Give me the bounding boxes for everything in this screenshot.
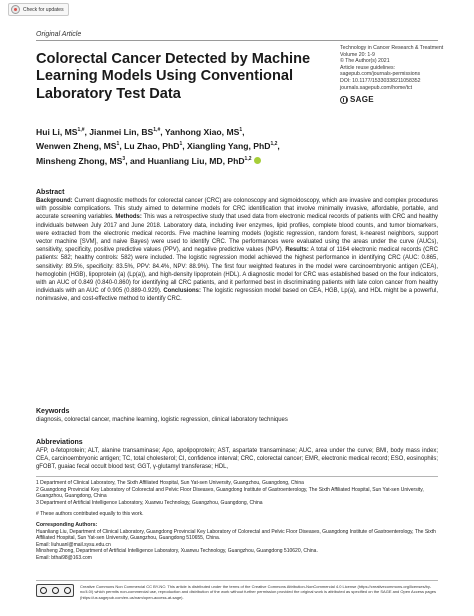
corresponding-author-2: Minsheng Zhong, Department of Artificial Intelligence Laboratory, Xuanwu Technology, Guangzhou, Guangdong 510620, China.: [36, 548, 318, 555]
sage-logo: [340, 95, 374, 104]
corresponding-authors: [36, 522, 438, 562]
corresponding-email-2[interactable]: Email: bthai98@163.com: [36, 554, 92, 561]
author-name: , and Huanliang Liu, MD, PhD: [125, 155, 245, 166]
orcid-icon[interactable]: [254, 157, 261, 164]
methods-label: Methods:: [113, 214, 142, 221]
sage-mark-icon: [340, 96, 348, 104]
journal-homepage-link[interactable]: journals.sagepub.com/home/tct: [340, 84, 413, 91]
author-list: [36, 124, 336, 167]
cc-by-nc-badge-icon[interactable]: [36, 584, 74, 597]
results-label: Results:: [283, 247, 309, 254]
conclusions-text: The logistic regression model based on CEA, HGB, Lp(a), and HDL might be a powerful, noninvasive, and cost-effective method to identify CRC.: [36, 288, 438, 303]
abstract-section: [36, 188, 438, 304]
check-for-updates-badge[interactable]: [8, 3, 69, 16]
check-for-updates-label: Check for updates: [23, 6, 64, 13]
abstract-text: [36, 197, 438, 304]
journal-info: [340, 45, 460, 91]
update-icon: [11, 5, 20, 14]
license-block: [36, 584, 438, 600]
journal-volume: Volume 20: 1-9: [340, 51, 375, 58]
article-doi[interactable]: DOI: 10.1177/15330338211058352: [340, 77, 421, 84]
header-divider: [36, 40, 438, 41]
abbreviations-text: AFP, α-fetoprotein; ALT, alanine transaminase; Apo, apolipoprotein; AST, aspartate transaminase; AUC, area under the curve; BMI, body mass index; CEA, carcinoembryonic antigen; TC, total cholesterol; CI, confidence interval; CRC, colorectal cancer; EMR, electronic medical record; ESO, eosinophils; gFOBT, guaiac fecal occult blood test; GGT, γ-glutamyl transferase; HDL,: [36, 448, 438, 471]
abbreviations-heading: Abbreviations: [36, 439, 83, 446]
methods-text: This was a retrospective study that used data from electronic medical records of patients with CRC and healthy individuals between July 2017 and June 2018. Laboratory data, including liver enzymes, lipid profiles, complete blood counts, and tumor biomarkers, were extracted from the electronic medical records. Five machine learning models (logistic regression, random forest, k-nearest neighbors, support vector machine [SVM], and naive Bayes) were used to identify CRC. The performances were evaluated using the areas under the curve (AUCs), sensitivity, specificity, positive predictive values (PPV), and negative predictive values (NPV).: [36, 214, 438, 254]
author-affiliation-mark: 1,#: [153, 127, 161, 133]
equal-contribution-note: # These authors contributed equally to this work.: [36, 511, 144, 517]
keywords-text: diagnosis, colorectal cancer, machine learning, logistic regression, clinical laboratory techniques: [36, 417, 288, 423]
abstract-heading: Abstract: [36, 189, 65, 196]
author-name: , Xiangling Yang, PhD: [182, 141, 271, 152]
author-affiliation-mark: 1: [239, 127, 243, 133]
author-name: Hui Li, MS: [36, 126, 78, 137]
author-name: , Yanhong Xiao, MS: [160, 126, 240, 137]
reuse-guidelines-label: Article reuse guidelines:: [340, 64, 396, 71]
abbreviations-section: [36, 438, 438, 472]
author-name: , Lu Zhao, PhD: [119, 141, 180, 152]
reuse-guidelines-link[interactable]: sagepub.com/journals-permissions: [340, 71, 421, 78]
sage-wordmark: SAGE: [350, 95, 374, 104]
affiliations: [36, 480, 438, 506]
cc-icon: [40, 587, 47, 594]
journal-copyright: © The Author(s) 2021: [340, 58, 390, 65]
keywords-section: [36, 407, 438, 424]
nc-icon: [64, 587, 71, 594]
corresponding-author-1: Huanliang Liu, Department of Clinical Laboratory, Guangdong Provincial Key Laboratory of Colorectal and Pelvic Floor Diseases, Guangdong Institute of Gastroenterology, The Sixth Affiliated Hospital, Sun Yat-sen University, Guangzhou, Guangdong 510655, China.: [36, 528, 436, 542]
author-affiliation-mark: 1,2: [270, 141, 278, 148]
author-affiliation-mark: 1,#: [77, 127, 85, 133]
license-divider: [36, 580, 438, 581]
author-name: Wenwen Zheng, MS: [36, 141, 117, 152]
by-icon: [52, 587, 59, 594]
journal-name: Technology in Cancer Research & Treatment: [340, 45, 444, 51]
license-text: Creative Commons Non Commercial CC BY-NC: This article is distributed under the terms of the Creative Commons Attribution-NonCommercial 4.0 License (https://creativecommons.org/licenses/by-nc/4.0/) which permits non-commercial use, reproduction and distribution of the work without further permission provided the original work is attributed as specified on the SAGE and Open Access pages (https://us.sagepub.com/en-us/nam/open-access-at-sage).: [80, 584, 436, 600]
affiliation-1: 1 Department of Clinical Laboratory, The Sixth Affiliated Hospital, Sun Yat-sen University, Guangzhou, Guangdong, China: [36, 480, 304, 486]
conclusions-label: Conclusions:: [161, 288, 201, 295]
corresponding-heading: Corresponding Authors:: [36, 522, 98, 528]
article-title: Colorectal Cancer Detected by Machine Learning Models Using Conventional Laboratory Test Data: [36, 51, 311, 102]
results-text: A total of 1164 electronic medical records (CRC patients: 582; healthy controls: 582) were included. The logistic regression model achieved the highest performance in identifying CRC (AUC: 0.865, sensitivity: 89.5%, specificity: 83.5%, PPV: 84.4%, NPV: 88.9%). The first four weighted features in the model were carcinoembryonic antigen (CEA), hemoglobin (HGB), lipoprotein (a) (Lp(a)), and high-density lipoprotein (HDL). A diagnostic model for CRC was established based on the four indicators, with an AUC of 0.849 (0.840-0.860) for identifying all CRC patients, and it performed best in discriminating patients with late colon cancer from healthy individuals with an AUC of 0.905 (0.889-0.929).: [36, 247, 438, 295]
author-name: Minsheng Zhong, MS: [36, 155, 123, 166]
author-affiliation-mark: 3: [122, 155, 126, 162]
article-type: Original Article: [36, 31, 82, 38]
background-text: Current diagnostic methods for colorectal cancer (CRC) are colonoscopy and sigmoidoscopy, which are invasive and complex procedures with possible complications. This study aimed to determine models for CRC identification that involve minimally invasive, affordable, portable, and accurate screening variables.: [36, 198, 438, 221]
author-separator: ,: [242, 126, 245, 137]
author-separator: ,: [277, 141, 280, 152]
footnote-divider: [36, 476, 438, 477]
corresponding-email-1[interactable]: Email: liuhuanl@mail.sysu.edu.cn: [36, 541, 111, 548]
author-name: , Jianmei Lin, BS: [84, 126, 154, 137]
author-affiliation-mark: 1,2: [244, 155, 252, 162]
keywords-heading: Keywords: [36, 408, 70, 415]
background-label: Background:: [36, 198, 73, 204]
affiliation-2: 2 Guangdong Provincial Key Laboratory of Colorectal and Pelvic Floor Diseases, Guangdong Institute of Gastroenterology, The Sixth Affiliated Hospital, Sun Yat-sen University, Guangzhou, Guangdong, China: [36, 486, 424, 500]
author-affiliation-mark: 1: [116, 141, 120, 148]
affiliation-3: 3 Department of Artificial Intelligence Laboratory, Xuanwu Technology, Guangzhou, Guangdong, China: [36, 499, 263, 506]
author-affiliation-mark: 1: [179, 141, 183, 148]
